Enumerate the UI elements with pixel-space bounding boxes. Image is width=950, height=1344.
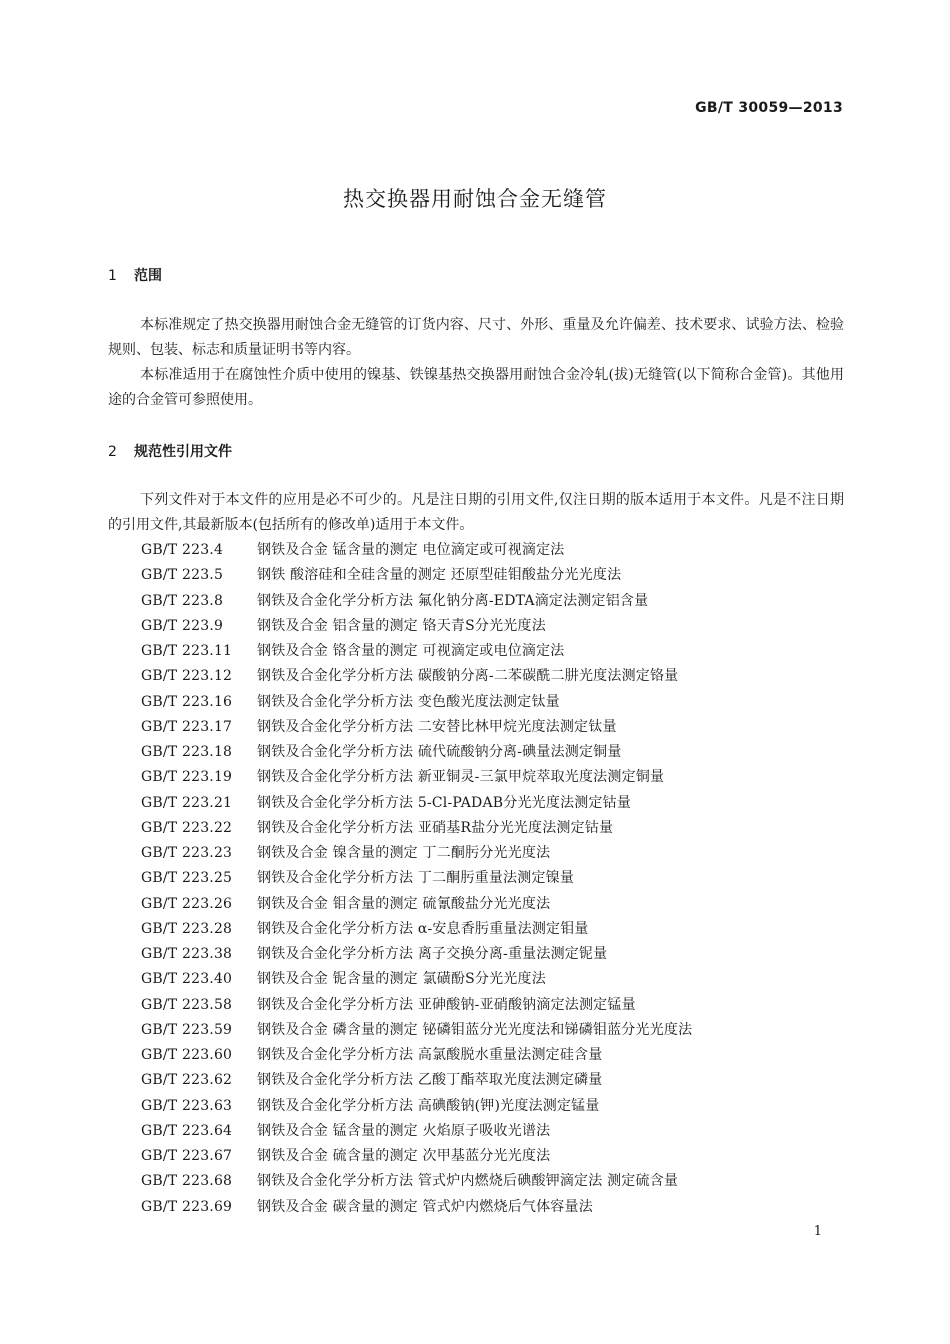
reference-code: GB/T 223.21 [141,794,233,811]
reference-item [141,841,692,866]
reference-item [141,1018,692,1043]
reference-title: 钢铁及合金 镍含量的测定 丁二酮肟分光光度法 [257,845,551,861]
reference-item [141,791,692,816]
reference-code: GB/T 223.40 [141,971,233,988]
reference-title: 钢铁及合金 锰含量的测定 电位滴定或可视滴定法 [257,542,565,558]
reference-code: GB/T 223.12 [141,668,233,685]
reference-item [141,1195,692,1220]
reference-code: GB/T 223.9 [141,617,224,634]
reference-item [141,892,692,917]
reference-code: GB/T 223.4 [141,542,224,558]
reference-item [141,538,692,563]
reference-code: GB/T 223.64 [141,1122,233,1139]
reference-title: 钢铁及合金化学分析方法 管式炉内燃烧后碘酸钾滴定法 测定硫含量 [257,1173,679,1190]
reference-title: 钢铁及合金化学分析方法 二安替比林甲烷光度法测定钛量 [257,718,617,735]
reference-item [141,765,692,790]
reference-code: GB/T 223.8 [141,592,224,609]
reference-item [141,816,692,841]
reference-title: 钢铁及合金化学分析方法 亚砷酸钠-亚硝酸钠滴定法测定锰量 [257,996,636,1013]
reference-title: 钢铁及合金化学分析方法 新亚铜灵-三氯甲烷萃取光度法测定铜量 [257,769,665,786]
reference-title: 钢铁及合金化学分析方法 5-Cl-PADAB分光光度法测定钴量 [257,794,632,811]
reference-code: GB/T 223.28 [141,920,233,937]
section-1-heading [108,265,162,285]
reference-code: GB/T 223.68 [141,1173,233,1190]
reference-code: GB/T 223.17 [141,718,233,735]
reference-item [141,589,692,614]
reference-title: 钢铁及合金化学分析方法 高碘酸钠(钾)光度法测定锰量 [257,1097,600,1114]
reference-title: 钢铁及合金 锰含量的测定 火焰原子吸收光谱法 [257,1122,551,1139]
reference-code: GB/T 223.19 [141,769,233,786]
reference-title: 钢铁及合金化学分析方法 硫代硫酸钠分离-碘量法测定铜量 [257,744,622,760]
section-2-heading [108,441,232,461]
reference-title: 钢铁 酸溶硅和全硅含量的测定 还原型硅钼酸盐分光光度法 [257,567,622,584]
reference-title: 钢铁及合金 钼含量的测定 硫氰酸盐分光光度法 [257,895,551,912]
reference-title: 钢铁及合金化学分析方法 离子交换分离-重量法测定铌量 [257,946,608,962]
reference-item [141,942,692,967]
reference-title: 钢铁及合金化学分析方法 碳酸钠分离-二苯碳酰二肼光度法测定铬量 [257,668,679,685]
reference-code: GB/T 223.5 [141,567,224,584]
reference-code: GB/T 223.58 [141,996,233,1013]
standard-code: GB/T 30059—2013 [695,100,843,116]
reference-item [141,639,692,664]
reference-item [141,1119,692,1144]
reference-code: GB/T 223.60 [141,1047,233,1063]
scope-paragraph-1: 本标准规定了热交换器用耐蚀合金无缝管的订货内容、尺寸、外形、重量及允许偏差、技术要求、试验方法、检验规则、包装、标志和质量证明书等内容。 [108,317,844,358]
reference-item [141,1043,692,1068]
reference-item [141,967,692,992]
reference-title: 钢铁及合金化学分析方法 亚硝基R盐分光光度法测定钴量 [257,819,614,836]
reference-title: 钢铁及合金化学分析方法 α-安息香肟重量法测定钼量 [257,920,589,937]
reference-title: 钢铁及合金化学分析方法 高氯酸脱水重量法测定硅含量 [257,1047,603,1063]
reference-item [141,563,692,588]
section-1-number: 1 [108,268,117,284]
reference-item [141,664,692,689]
reference-title: 钢铁及合金 铬含量的测定 可视滴定或电位滴定法 [257,643,565,659]
document-title: 热交换器用耐蚀合金无缝管 [343,187,607,211]
reference-item [141,690,692,715]
reference-item [141,1068,692,1093]
reference-title: 钢铁及合金化学分析方法 变色酸光度法测定钛量 [257,693,560,710]
reference-code: GB/T 223.67 [141,1148,233,1164]
references-intro: 下列文件对于本文件的应用是必不可少的。凡是注日期的引用文件,仅注日期的版本适用于本文件。凡是不注日期的引用文件,其最新版本(包括所有的修改单)适用于本文件。 [108,492,844,533]
section-2-number: 2 [108,444,117,460]
reference-item [141,1169,692,1194]
reference-item [141,614,692,639]
reference-code: GB/T 223.38 [141,946,233,962]
reference-title: 钢铁及合金 铌含量的测定 氯磺酚S分光光度法 [257,971,546,988]
reference-code: GB/T 223.59 [141,1021,233,1038]
reference-title: 钢铁及合金 碳含量的测定 管式炉内燃烧后气体容量法 [257,1198,593,1215]
reference-title: 钢铁及合金 铝含量的测定 铬天青S分光光度法 [257,617,546,634]
reference-code: GB/T 223.26 [141,895,233,912]
reference-code: GB/T 223.18 [141,744,233,760]
reference-title: 钢铁及合金化学分析方法 乙酸丁酯萃取光度法测定磷量 [257,1072,603,1089]
reference-item [141,1094,692,1119]
page-number: 1 [813,1224,822,1239]
reference-list [141,538,692,1220]
reference-code: GB/T 223.11 [141,643,233,659]
section-2-title: 规范性引用文件 [134,444,232,460]
section-1-title: 范围 [134,268,162,284]
reference-item [141,993,692,1018]
reference-code: GB/T 223.69 [141,1198,233,1215]
reference-item [141,740,692,765]
reference-item [141,715,692,740]
reference-code: GB/T 223.62 [141,1072,233,1089]
reference-code: GB/T 223.23 [141,845,233,861]
reference-item [141,917,692,942]
reference-code: GB/T 223.22 [141,819,233,836]
reference-code: GB/T 223.63 [141,1097,233,1114]
reference-title: 钢铁及合金 磷含量的测定 铋磷钼蓝分光光度法和锑磷钼蓝分光光度法 [257,1021,693,1038]
reference-title: 钢铁及合金 硫含量的测定 次甲基蓝分光光度法 [257,1148,551,1164]
reference-item [141,1144,692,1169]
reference-code: GB/T 223.25 [141,870,233,887]
reference-code: GB/T 223.16 [141,693,233,710]
scope-paragraph-2: 本标准适用于在腐蚀性介质中使用的镍基、铁镍基热交换器用耐蚀合金冷轧(拔)无缝管(以下简称合金管)。其他用途的合金管可参照使用。 [108,367,844,408]
reference-title: 钢铁及合金化学分析方法 氟化钠分离-EDTA滴定法测定铝含量 [257,592,649,609]
reference-title: 钢铁及合金化学分析方法 丁二酮肟重量法测定镍量 [257,870,575,887]
reference-item [141,866,692,891]
